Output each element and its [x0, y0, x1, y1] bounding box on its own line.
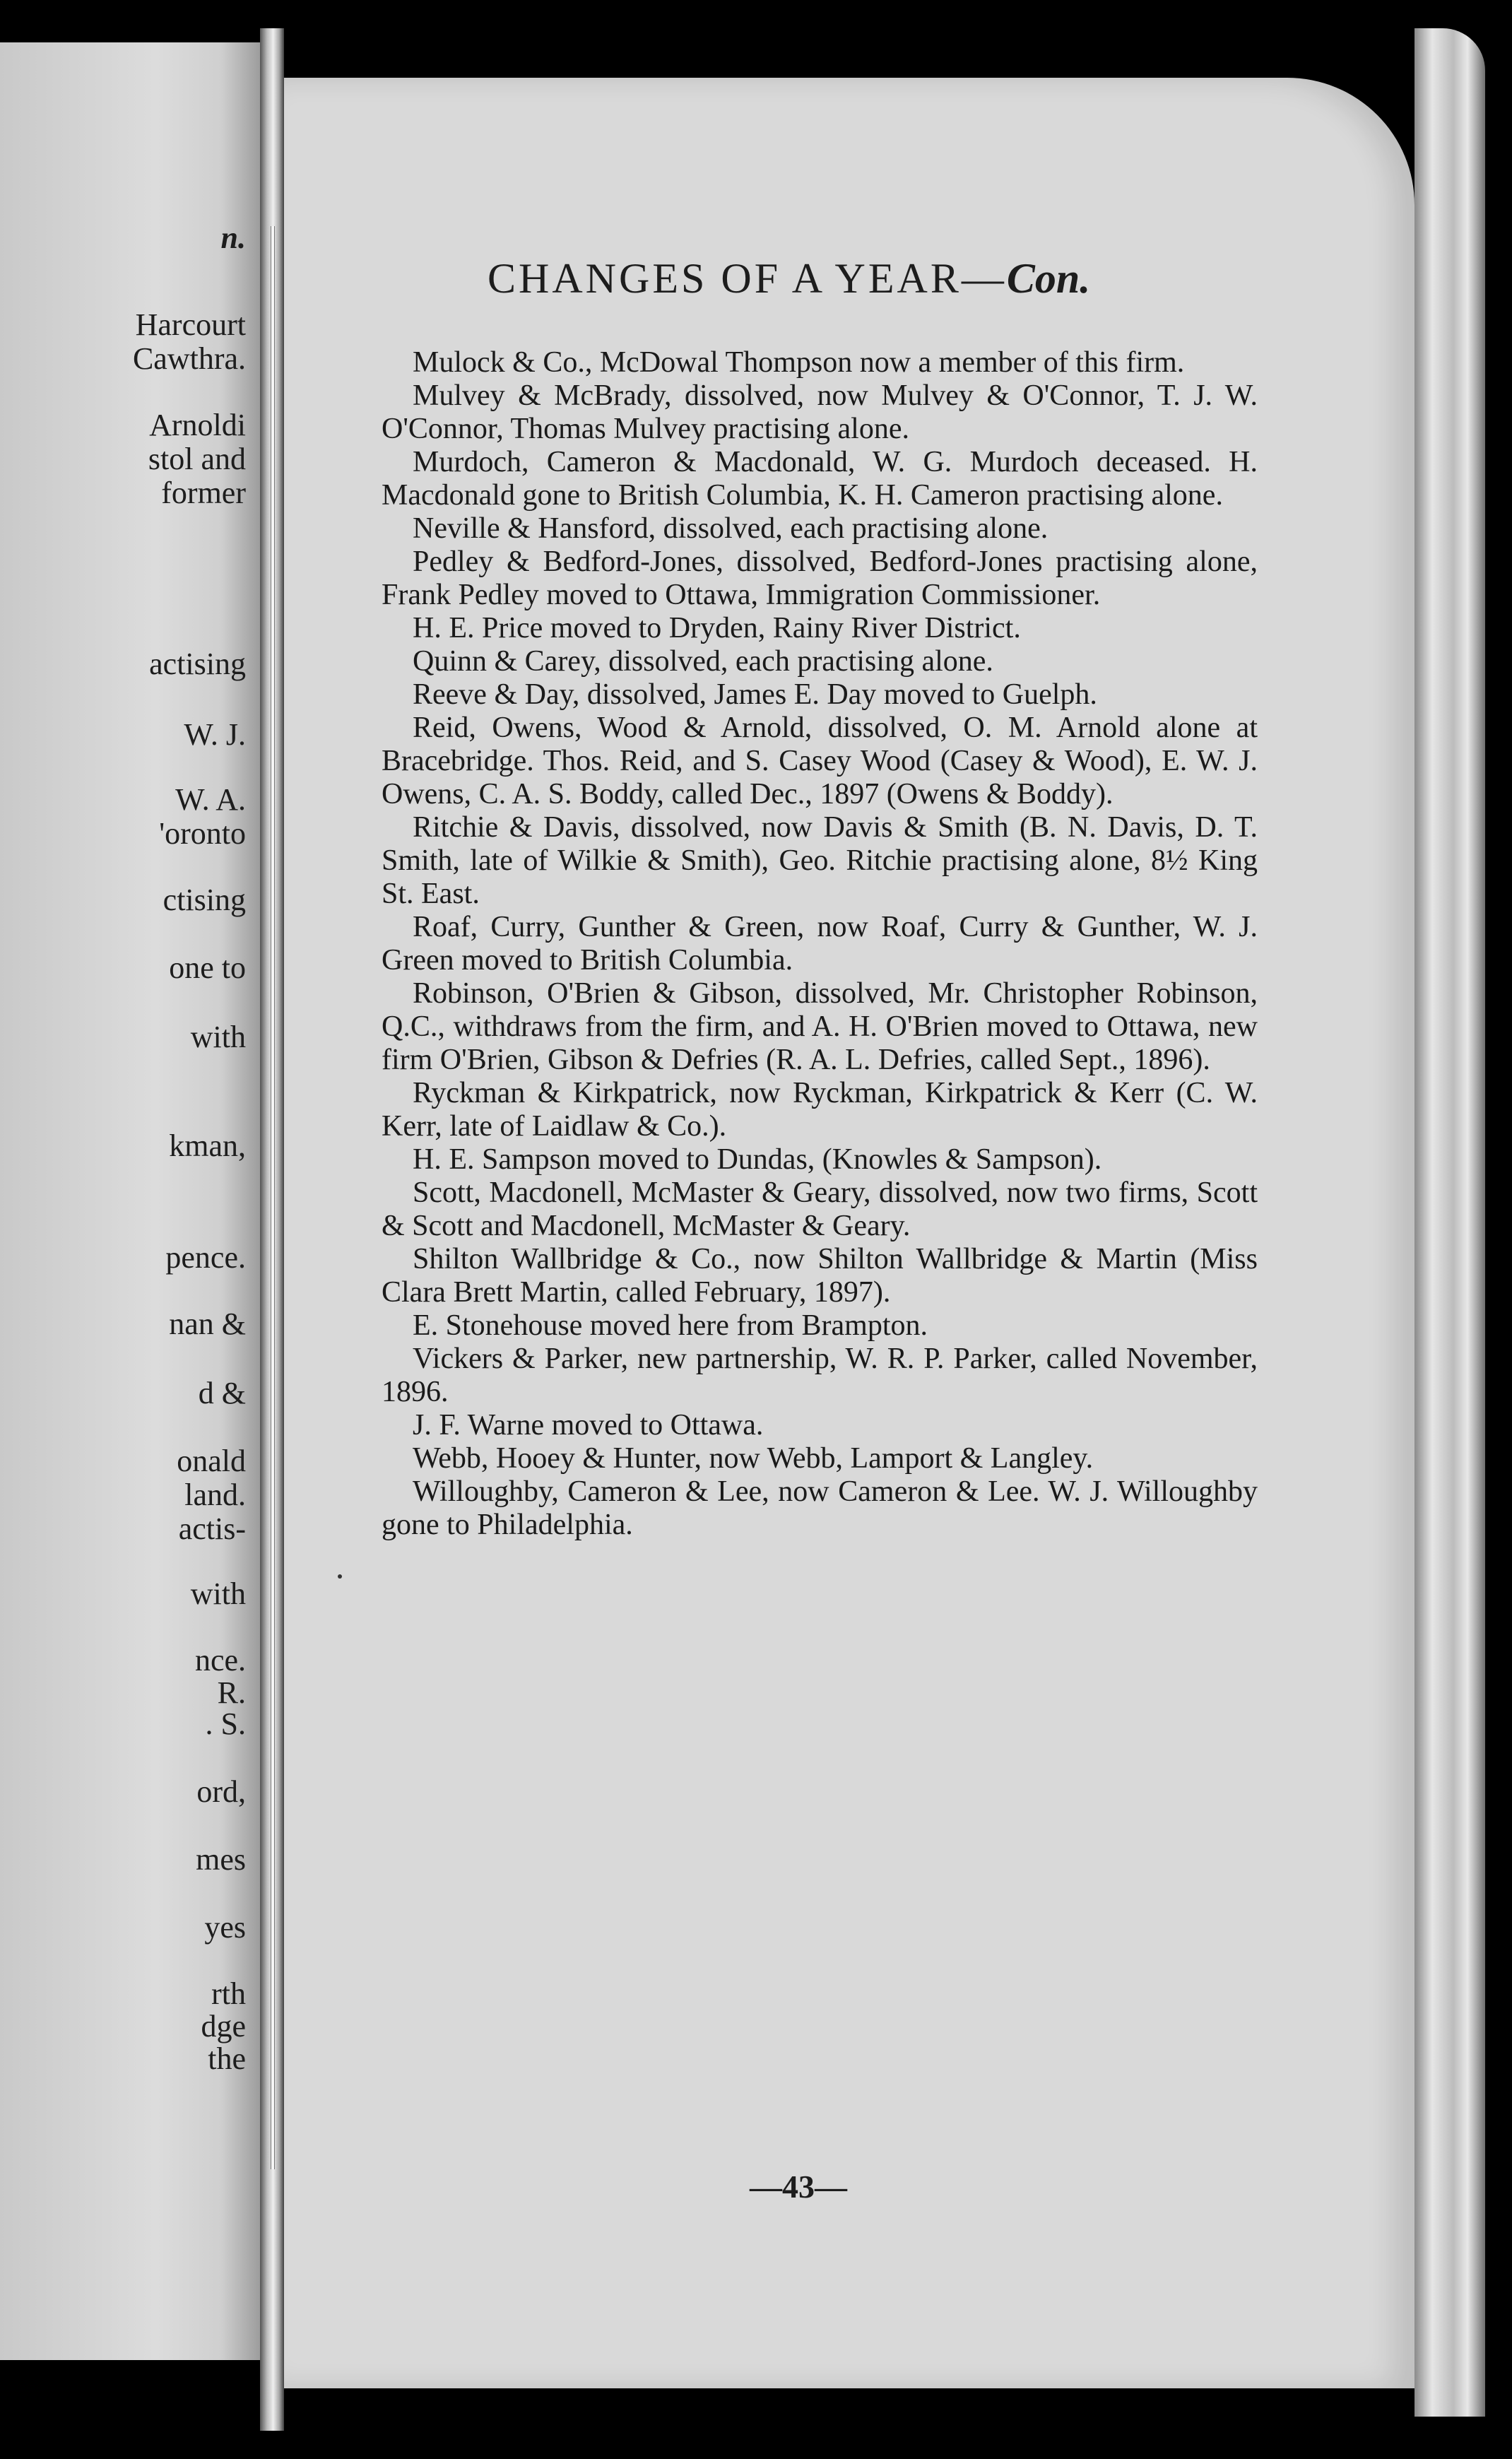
heading-suffix: Con.	[1006, 255, 1091, 302]
list-item: J. F. Warne moved to Ottawa.	[413, 1409, 764, 1441]
list-item: Vickers & Parker, new partnership, W. R. P. Parker, called November, 1896.	[382, 1343, 1258, 1408]
left-line: former	[161, 476, 246, 510]
page-number: —43—	[750, 2169, 847, 2205]
list-item: E. Stonehouse moved here from Brampton.	[413, 1309, 928, 1342]
left-line: R.	[217, 1675, 246, 1710]
left-line: with	[190, 1020, 246, 1054]
left-line: ord,	[196, 1774, 246, 1809]
left-line: rth	[211, 1976, 246, 2011]
left-line: 'oronto	[159, 816, 246, 851]
list-item: Reeve & Day, dissolved, James E. Day moved to Guelph.	[413, 678, 1097, 711]
left-line: n.	[220, 220, 246, 255]
ink-speck	[338, 1574, 342, 1579]
list-item: Murdoch, Cameron & Macdonald, W. G. Murdoch deceased. H. Macdonald gone to British Columbia, K. H. Cameron practising alone.	[382, 446, 1258, 512]
list-item: Roaf, Curry, Gunther & Green, now Roaf, Curry & Gunther, W. J. Green moved to British Columbia.	[382, 911, 1258, 977]
left-line: with	[190, 1576, 246, 1611]
list-item: Mulvey & McBrady, dissolved, now Mulvey & O'Connor, T. J. W. O'Connor, Thomas Mulvey practising alone.	[382, 379, 1258, 445]
left-line: Arnoldi	[149, 408, 246, 442]
left-line: W. J.	[184, 717, 246, 752]
left-line: nan &	[169, 1307, 246, 1341]
left-line: Harcourt	[135, 307, 246, 342]
list-item: Quinn & Carey, dissolved, each practising alone.	[413, 645, 993, 678]
list-item: Mulock & Co., McDowal Thompson now a member of this firm.	[413, 346, 1185, 379]
list-item: Ryckman & Kirkpatrick, now Ryckman, Kirkpatrick & Kerr (C. W. Kerr, late of Laidlaw & Co.).	[382, 1077, 1258, 1143]
left-line: actising	[149, 647, 246, 681]
list-item: Shilton Wallbridge & Co., now Shilton Wallbridge & Martin (Miss Clara Brett Martin, called February, 1897).	[382, 1243, 1258, 1309]
list-item: Robinson, O'Brien & Gibson, dissolved, Mr. Christopher Robinson, Q.C., withdraws from the firm, and A. H. O'Brien moved to Ottawa, new firm O'Brien, Gibson & Defries (R. A. L. Defries, called Sept., 1896).	[382, 977, 1258, 1076]
left-line: nce.	[194, 1643, 246, 1677]
left-line: pence.	[165, 1240, 246, 1275]
left-line: dge	[201, 2009, 246, 2044]
list-item: Webb, Hooey & Hunter, now Webb, Lamport & Langley.	[413, 1442, 1094, 1475]
left-line: one to	[169, 950, 246, 985]
list-item: Neville & Hansford, dissolved, each practising alone.	[413, 512, 1049, 545]
left-line: onald	[177, 1444, 246, 1478]
page-edge	[1414, 28, 1485, 2417]
left-line: W. A.	[175, 782, 246, 817]
left-line: stol and	[148, 442, 246, 476]
list-item: Scott, Macdonell, McMaster & Geary, dissolved, now two firms, Scott & Scott and Macdonell, McMaster & Geary.	[382, 1177, 1258, 1242]
list-item: Willoughby, Cameron & Lee, now Cameron & Lee. W. J. Willoughby gone to Philadelphia.	[382, 1475, 1258, 1541]
page-heading	[488, 254, 1090, 303]
list-item: H. E. Price moved to Dryden, Rainy River District.	[413, 612, 1021, 644]
left-line: . S.	[205, 1706, 246, 1741]
list-item: Ritchie & Davis, dissolved, now Davis & Smith (B. N. Davis, D. T. Smith, late of Wilkie & Smith), Geo. Ritchie practising alone, 8½ King St. East.	[382, 811, 1258, 910]
heading-title: CHANGES OF A YEAR—	[488, 255, 1007, 302]
left-line: Cawthra.	[132, 341, 246, 376]
list-item: H. E. Sampson moved to Dundas, (Knowles & Sampson).	[413, 1143, 1102, 1176]
list-item: Pedley & Bedford-Jones, dissolved, Bedford-Jones practising alone, Frank Pedley moved to Ottawa, Immigration Commissioner.	[382, 546, 1258, 611]
left-line: land.	[184, 1478, 246, 1512]
left-line: mes	[196, 1842, 246, 1877]
left-line: kman,	[169, 1128, 246, 1163]
left-line: ctising	[163, 883, 246, 917]
list-item: Reid, Owens, Wood & Arnold, dissolved, O. M. Arnold alone at Bracebridge. Thos. Reid, and S. Casey Wood (Casey & Wood), E. W. J. Owens, C. A. S. Boddy, called Dec., 1897 (Owens & Boddy).	[382, 712, 1258, 810]
left-line: the	[208, 2041, 246, 2076]
left-line: d &	[198, 1376, 246, 1410]
left-line: yes	[204, 1910, 246, 1945]
entries-list	[382, 346, 1258, 1542]
left-page-fragment	[0, 42, 260, 2360]
binding-thread	[271, 226, 275, 2169]
left-line: actis-	[178, 1511, 246, 1546]
